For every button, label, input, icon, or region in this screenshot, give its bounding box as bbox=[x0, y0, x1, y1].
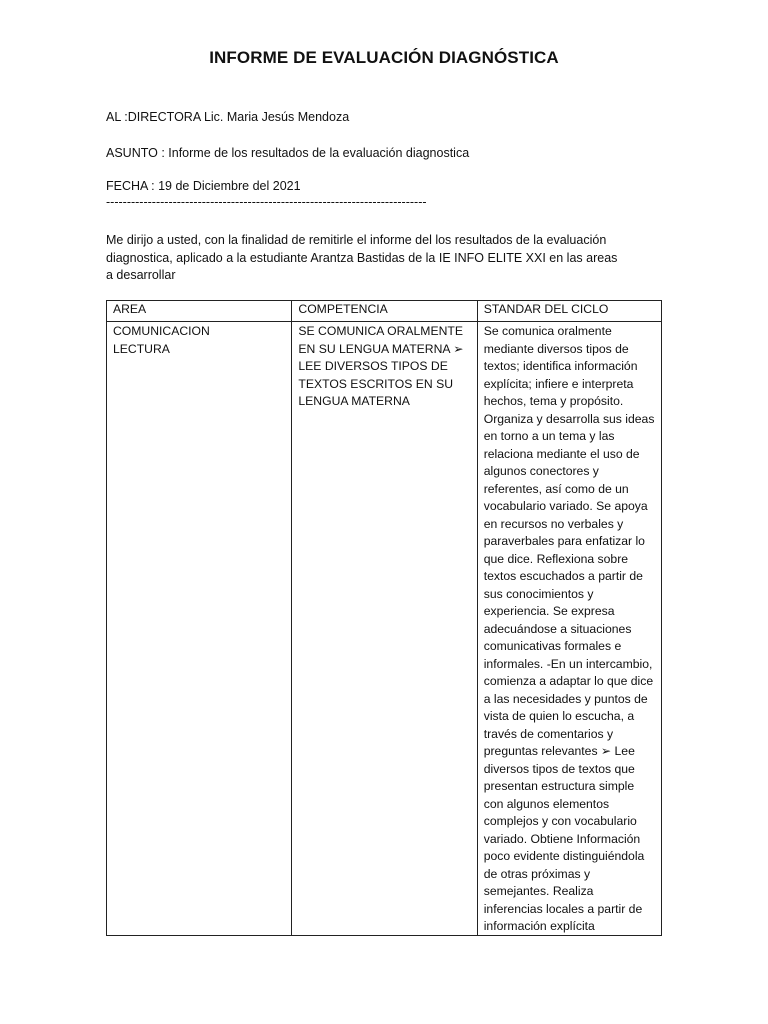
table-row bbox=[107, 322, 662, 936]
date-line: FECHA : 19 de Diciembre del 2021 bbox=[106, 179, 301, 193]
competencia-cell: SE COMUNICA ORALMENTE EN SU LENGUA MATERNA ➢ LEE DIVERSOS TIPOS DE TEXTOS ESCRITOS EN SU LENGUA MATERNA bbox=[292, 322, 477, 936]
subject-line: ASUNTO : Informe de los resultados de la evaluación diagnostica bbox=[106, 146, 470, 160]
header-area: AREA bbox=[107, 301, 292, 322]
header-standar: STANDAR DEL CICLO bbox=[477, 301, 661, 322]
standar-cell bbox=[477, 322, 661, 936]
area-cell bbox=[107, 322, 292, 936]
area-name: COMUNICACION bbox=[113, 324, 210, 338]
header-competencia: COMPETENCIA bbox=[292, 301, 477, 322]
table-header-row bbox=[107, 301, 662, 322]
document-title: INFORME DE EVALUACIÓN DIAGNÓSTICA bbox=[209, 48, 559, 67]
evaluation-table bbox=[106, 300, 662, 936]
separator-line: ----------------------------------------------------------------------------- bbox=[106, 195, 427, 209]
standar-text: Se comunica oralmente mediante diversos tipos de textos; identifica información explícita; infiere e interpreta hechos, tema y propósito. Organiza y desarrolla sus ideas en torno a un tema y las relaciona mediante el uso de algunos conectores y referentes, así como de un vocabulario variado. Se apoya en recursos no verbales y paraverbales para enfatizar lo que dice. Reflexiona sobre textos escuchados a partir de sus conocimientos y experiencia. Se expresa adecuándose a situaciones comunicativas formales e informales. -En un intercambio, comienza a adaptar lo que dice a las necesidades y puntos de vista de quien lo escucha, a través de comentarios y preguntas relevantes ➢ Lee diversos tipos de textos que presentan estructura simple con algunos elementos complejos y con vocabulario variado. Obtiene Información poco evidente distinguiéndola de otras próximas y semejantes. Realiza inferencias locales a partir de información explícita bbox=[483, 324, 655, 933]
area-subname: LECTURA bbox=[113, 341, 170, 356]
recipient-line: AL :DIRECTORA Lic. Maria Jesús Mendoza bbox=[106, 110, 350, 124]
intro-paragraph: Me dirijo a usted, con la finalidad de remitirle el informe del los resultados de la evaluación diagnostica, aplicado a la estudiante Arantza Bastidas de la IE INFO ELITE XXI en las areas a desarrollar bbox=[106, 233, 618, 282]
